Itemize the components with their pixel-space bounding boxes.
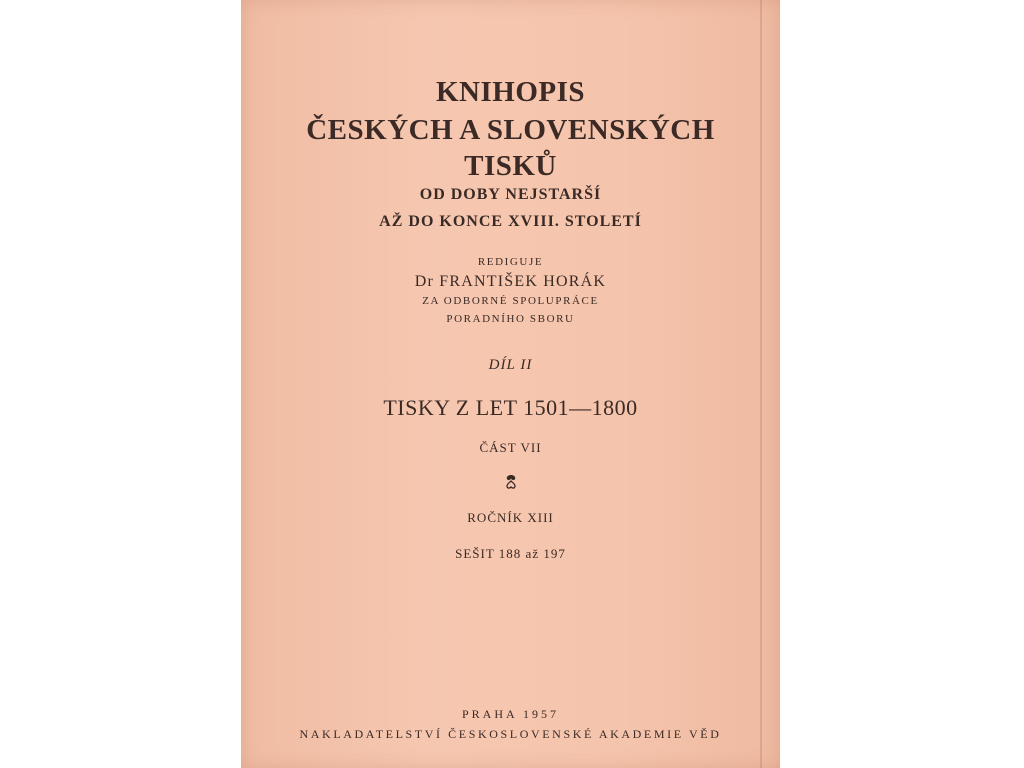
imprint-publisher: NAKLADATELSTVÍ ČESKOSLOVENSKÉ AKADEMIE VĚD bbox=[299, 727, 722, 741]
editor-name: Dr FRANTIŠEK HORÁK bbox=[414, 273, 607, 290]
imprint-place-year: PRAHA 1957 bbox=[461, 707, 559, 721]
main-title-line-2: ČESKÝCH A SLOVENSKÝCH bbox=[306, 114, 715, 146]
main-title-line-1: KNIHOPIS bbox=[435, 76, 586, 108]
sub-part: ČÁST VII bbox=[479, 440, 542, 455]
fleuron-icon bbox=[241, 474, 780, 494]
issue-range: SEŠIT 188 až 197 bbox=[455, 546, 566, 561]
subtitle-line-2: AŽ DO KONCE XVIII. STOLETÍ bbox=[379, 213, 642, 230]
collaboration-line-2: PORADNÍHO SBORU bbox=[446, 313, 575, 325]
subtitle-line-1: OD DOBY NEJSTARŠÍ bbox=[419, 186, 602, 203]
main-title-line-3: TISKŮ bbox=[464, 150, 557, 182]
part-number: DÍL II bbox=[488, 357, 533, 373]
title-page bbox=[241, 0, 780, 768]
editor-label: REDIGUJE bbox=[477, 256, 544, 268]
year-label: ROČNÍK XIII bbox=[467, 510, 554, 525]
section-title: TISKY Z LET 1501—1800 bbox=[383, 395, 638, 420]
collaboration-line-1: ZA ODBORNÉ SPOLUPRÁCE bbox=[422, 295, 599, 307]
